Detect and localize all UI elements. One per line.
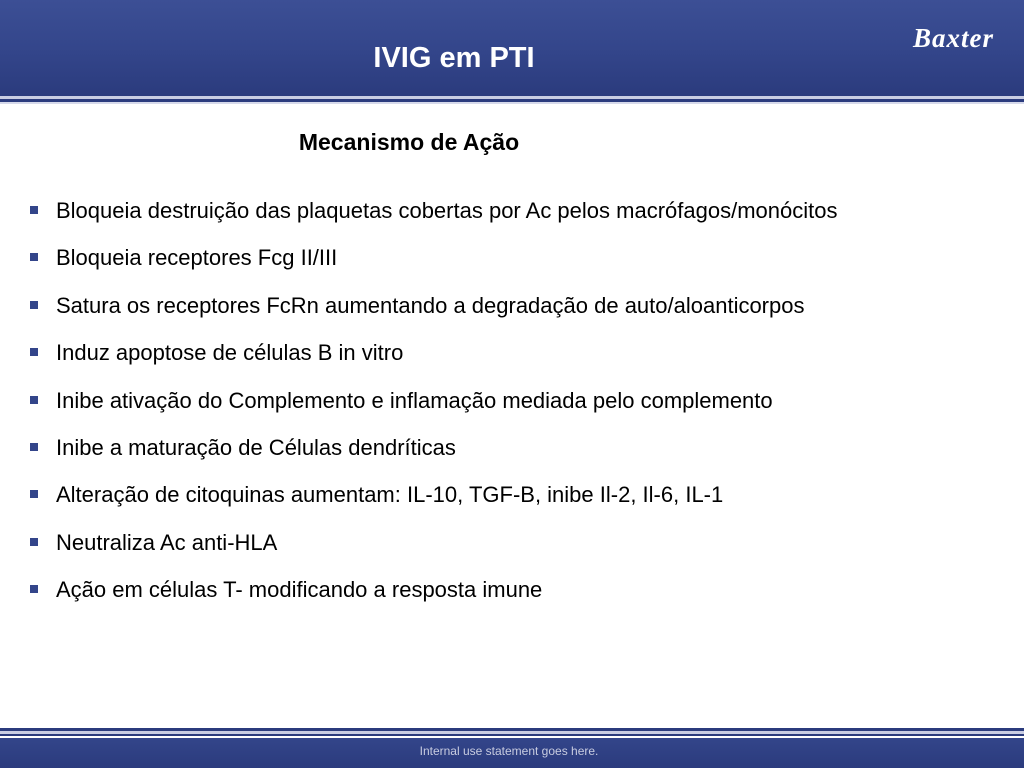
list-item — [30, 575, 1000, 622]
list-item — [30, 291, 1000, 338]
list-item — [30, 433, 1000, 480]
square-bullet-icon — [30, 206, 38, 214]
square-bullet-icon — [30, 585, 38, 593]
bullet-text: Ação em células T- modificando a resposta imune — [56, 577, 543, 603]
list-item — [30, 528, 1000, 575]
square-bullet-icon — [30, 396, 38, 404]
bullet-text: Satura os receptores FcRn aumentando a degradação de auto/aloanticorpos — [56, 292, 805, 318]
header-divider — [0, 96, 1024, 108]
footer-band — [0, 738, 1024, 768]
bullet-text: Inibe ativação do Complemento e inflamação mediada pelo complemento — [56, 387, 773, 413]
list-item — [30, 338, 1000, 385]
bullet-text: Bloqueia receptores Fcg II/III — [56, 245, 338, 271]
square-bullet-icon — [30, 490, 38, 498]
footer-stripe-dark-lower — [0, 734, 1024, 736]
bullet-text: Induz apoptose de células B in vitro — [56, 340, 404, 366]
bullet-text: Bloqueia destruição das plaquetas cobertas por Ac pelos macrófagos/monócitos — [56, 198, 838, 223]
list-item — [30, 386, 1000, 433]
bullet-list — [30, 196, 1000, 623]
section-heading: Mecanismo de Ação — [298, 129, 520, 155]
square-bullet-icon — [30, 443, 38, 451]
header-band — [0, 0, 1024, 96]
square-bullet-icon — [30, 253, 38, 261]
square-bullet-icon — [30, 301, 38, 309]
square-bullet-icon — [30, 538, 38, 546]
bullet-text: Alteração de citoquinas aumentam: IL-10, TGF-B, inibe Il-2, Il-6, IL-1 — [56, 482, 724, 508]
slide-title: IVIG em PTI — [373, 42, 535, 74]
square-bullet-icon — [30, 348, 38, 356]
list-item — [30, 480, 1000, 527]
footer-statement: Internal use statement goes here. — [419, 744, 599, 758]
list-item — [30, 196, 1000, 243]
bullet-text: Neutraliza Ac anti-HLA — [56, 529, 278, 555]
list-item — [30, 243, 1000, 290]
bullet-text: Inibe a maturação de Células dendríticas — [56, 434, 456, 460]
header-stripe-pale — [0, 102, 1024, 104]
baxter-logo: Baxter — [912, 23, 994, 53]
